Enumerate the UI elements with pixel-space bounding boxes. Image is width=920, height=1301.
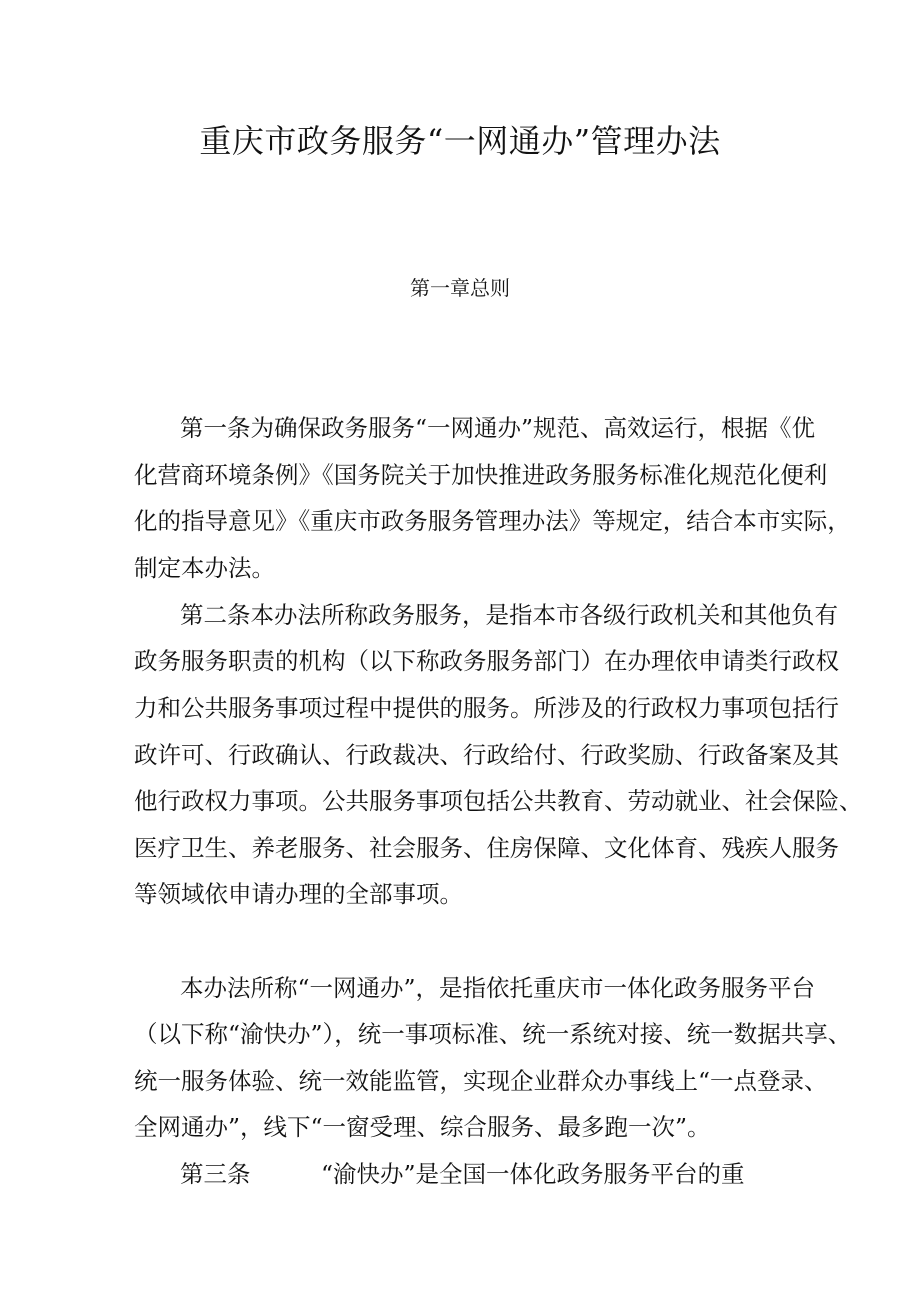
text-line: 化的指导意见》《重庆市政务服务管理办法》等规定，结合本市实际， bbox=[134, 507, 851, 535]
text-line: 化营商环境条例》《国务院关于加快推进政务服务标准化规范化便利 bbox=[134, 461, 828, 489]
text-line: 等领域依申请办理的全部事项。 bbox=[134, 880, 463, 908]
text-line: 第一条为确保政务服务“一网通办”规范、高效运行，根据《优 bbox=[180, 414, 816, 442]
text-line: （以下称“渝快办”），统一事项标准、统一系统对接、统一数据共享、 bbox=[134, 1020, 852, 1048]
document-title: 重庆市政务服务“一网通办”管理办法 bbox=[199, 122, 721, 160]
text-line: 全网通办”，线下“一窗受理、综合服务、最多跑一次”。 bbox=[134, 1113, 711, 1141]
text-line: 制定本办法。 bbox=[134, 554, 275, 582]
chapter-heading: 第一章总则 bbox=[410, 276, 510, 300]
text-line: 第二条本办法所称政务服务，是指本市各级行政机关和其他负有 bbox=[180, 601, 838, 629]
text-line: 统一服务体验、统一效能监管，实现企业群众办事线上“一点登录、 bbox=[134, 1067, 828, 1095]
text-line: 他行政权力事项。公共服务事项包括公共教育、劳动就业、社会保险、 bbox=[134, 787, 863, 815]
text-line: 第三条 “渝快办”是全国一体化政务服务平台的重 bbox=[180, 1160, 745, 1188]
text-line: 医疗卫生、养老服务、社会服务、住房保障、文化体育、残疾人服务 bbox=[134, 834, 839, 862]
text-line: 政许可、行政确认、行政裁决、行政给付、行政奖励、行政备案及其 bbox=[134, 741, 839, 769]
text-line: 本办法所称“一网通办”，是指依托重庆市一体化政务服务平台 bbox=[180, 974, 816, 1002]
text-line: 政务服务职责的机构（以下称政务服务部门）在办理依申请类行政权 bbox=[134, 647, 839, 675]
text-line: 力和公共服务事项过程中提供的服务。所涉及的行政权力事项包括行 bbox=[134, 694, 839, 722]
